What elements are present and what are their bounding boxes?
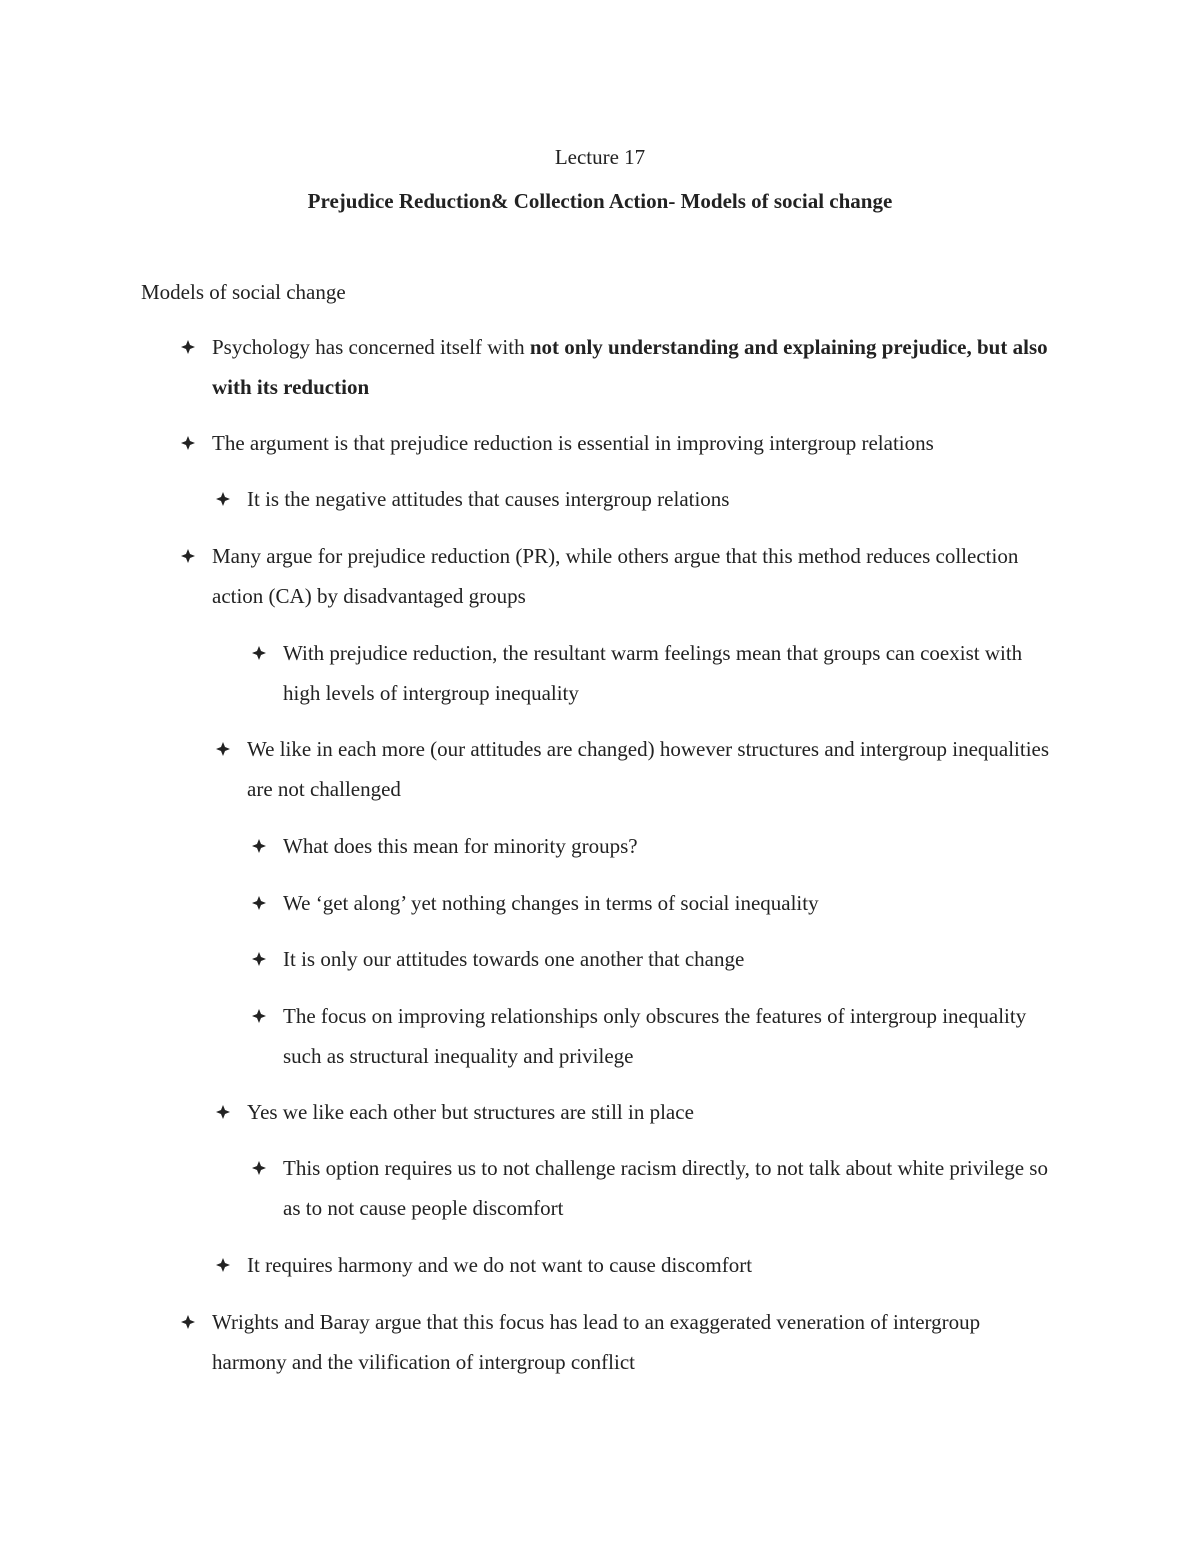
diamond-bullet-icon	[249, 633, 269, 673]
bullet-item	[247, 479, 1052, 519]
diamond-bullet-icon	[213, 1245, 233, 1285]
bullet-item	[247, 729, 1052, 809]
lecture-subtitle: Prejudice Reduction& Collection Action- Models of social change	[307, 189, 893, 213]
bullet-text: Psychology has concerned itself with	[212, 335, 530, 359]
diamond-bullet-icon	[178, 536, 198, 576]
bullet-item	[283, 826, 1053, 866]
bullet-item	[247, 1245, 1052, 1285]
bullet-text: It is the negative attitudes that causes intergroup relations	[247, 487, 730, 511]
diamond-bullet-icon	[249, 826, 269, 866]
bullet-text: It requires harmony and we do not want to cause discomfort	[247, 1253, 753, 1277]
bullet-item	[283, 996, 1053, 1076]
bullet-text: It is only our attitudes towards one another that change	[283, 947, 745, 971]
bullet-item	[212, 536, 1052, 616]
diamond-bullet-icon	[249, 996, 269, 1036]
bullet-text: The argument is that prejudice reduction is essential in improving intergroup relations	[212, 431, 934, 455]
diamond-bullet-icon	[249, 883, 269, 923]
bullet-text: This option requires us to not challenge racism directly, to not talk about white privilege so as to not cause people discomfort	[283, 1156, 1048, 1220]
lecture-title: Lecture 17	[554, 145, 646, 169]
bullet-text: We like in each more (our attitudes are changed) however structures and intergroup inequalities are not challenged	[247, 737, 1050, 801]
bullet-item	[283, 1148, 1053, 1228]
diamond-bullet-icon	[213, 479, 233, 519]
bullet-text: Wrights and Baray argue that this focus has lead to an exaggerated veneration of intergroup harmony and the vilification of intergroup conflict	[212, 1310, 981, 1374]
diamond-bullet-icon	[178, 1302, 198, 1342]
diamond-bullet-icon	[178, 327, 198, 367]
bullet-text: We ‘get along’ yet nothing changes in terms of social inequality	[283, 891, 819, 915]
bullet-text: The focus on improving relationships only obscures the features of intergroup inequality such as structural inequality and privilege	[283, 1004, 1027, 1068]
bullet-item	[283, 883, 1053, 923]
bullet-item	[283, 939, 1053, 979]
bullet-text: With prejudice reduction, the resultant warm feelings mean that groups can coexist with high levels of intergroup inequality	[283, 641, 1023, 705]
diamond-bullet-icon	[249, 1148, 269, 1188]
bullet-item	[283, 633, 1053, 713]
diamond-bullet-icon	[213, 1092, 233, 1132]
bullet-text-bold: not only understanding and explaining prejudice, but also with its reduction	[212, 335, 1048, 399]
bullet-item	[212, 423, 1052, 463]
bullet-item	[247, 1092, 1052, 1132]
bullet-text: What does this mean for minority groups?	[283, 834, 638, 858]
diamond-bullet-icon	[249, 939, 269, 979]
bullet-text: Yes we like each other but structures are still in place	[247, 1100, 694, 1124]
diamond-bullet-icon	[178, 423, 198, 463]
bullet-text: Many argue for prejudice reduction (PR), while others argue that this method reduces collection action (CA) by disadvantaged groups	[212, 544, 1019, 608]
diamond-bullet-icon	[213, 729, 233, 769]
section-heading: Models of social change	[141, 280, 346, 304]
bullet-item	[212, 327, 1052, 407]
bullet-item	[212, 1302, 1052, 1382]
